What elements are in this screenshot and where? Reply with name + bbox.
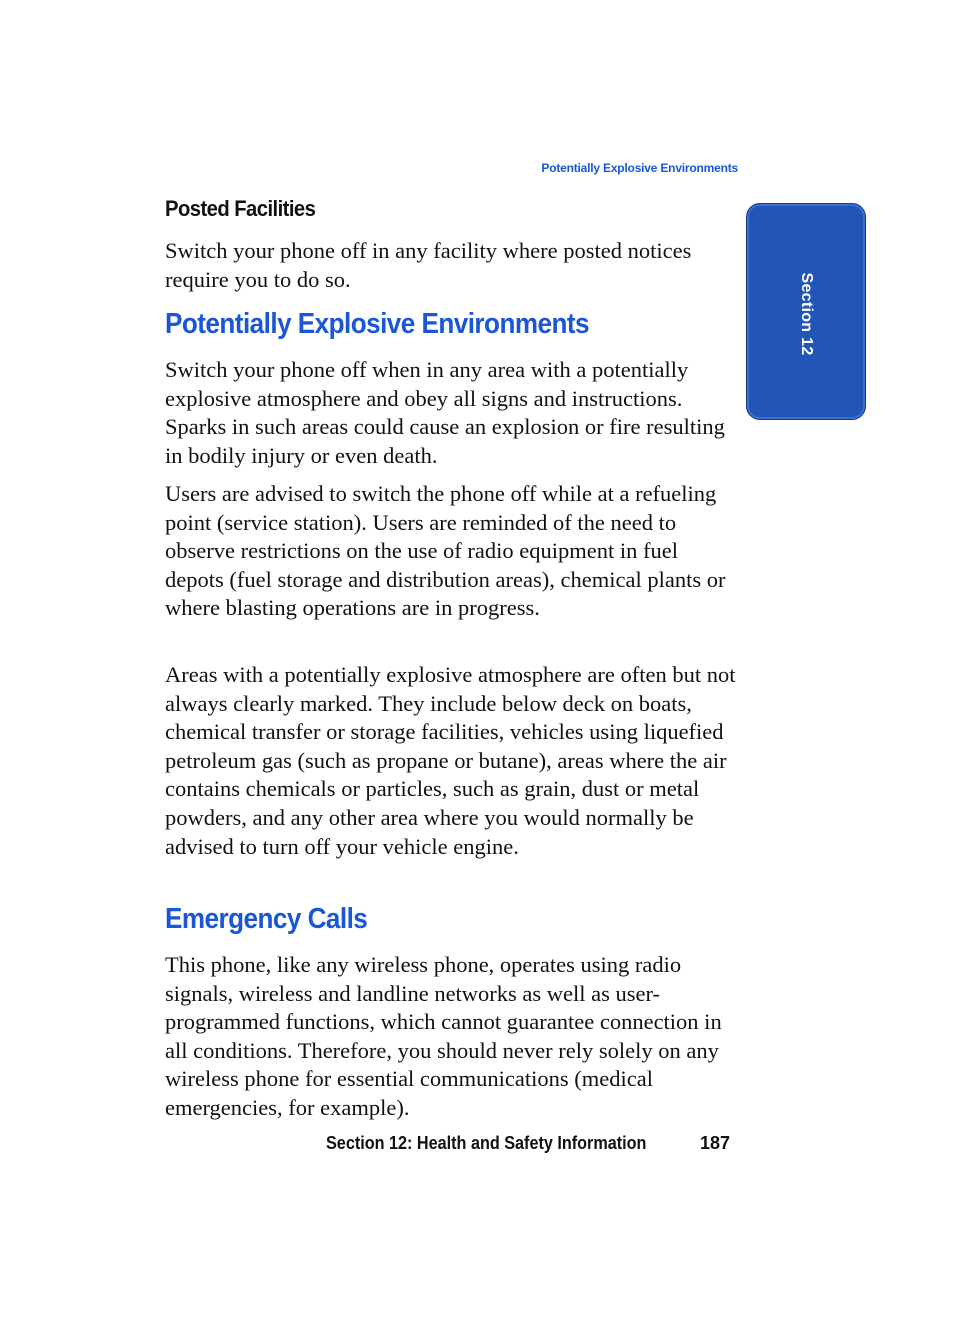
posted-facilities-heading: Posted Facilities — [165, 196, 316, 221]
explosive-environments-heading: Potentially Explosive Environments — [165, 308, 590, 340]
explosive-paragraph-1: Switch your phone off when in any area with a potentially explosive atmosphere and obey all signs and instructions. Sparks in such areas could cause an explosion or fire resulting in bodily injury or even death. — [165, 357, 725, 468]
section-tab-label: Section 12 — [798, 272, 815, 356]
emergency-paragraph: This phone, like any wireless phone, operates using radio signals, wireless and landline networks as well as user-programmed functions, which cannot guarantee connection in all conditions. Therefore, you should never rely solely on any wireless phone for essential communications (medical emergencies, for example). — [165, 952, 722, 1120]
section-tab — [746, 203, 866, 420]
explosive-paragraph-2: Users are advised to switch the phone off while at a refueling point (service station). Users are reminded of the need to observe restrictions on the use of radio equipment in fuel depots (fuel storage and distribution areas), chemical plants or where blasting operations are in progress. — [165, 481, 726, 621]
page-number: 187 — [699, 1133, 730, 1153]
posted-facilities-paragraph: Switch your phone off in any facility where posted notices require you to do so. — [165, 238, 692, 292]
running-head: Potentially Explosive Environments — [541, 161, 738, 175]
footer-section-title: Section 12: Health and Safety Information — [326, 1133, 647, 1153]
emergency-calls-heading: Emergency Calls — [165, 903, 368, 935]
explosive-paragraph-3: Areas with a potentially explosive atmosphere are often but not always clearly marked. They include below deck on boats, chemical transfer or storage facilities, vehicles using liquefied petroleum gas (such as propane or butane), areas where the air contains chemicals or particles, such as grain, dust or metal powders, and any other area where you would normally be advised to turn off your vehicle engine. — [165, 662, 736, 859]
